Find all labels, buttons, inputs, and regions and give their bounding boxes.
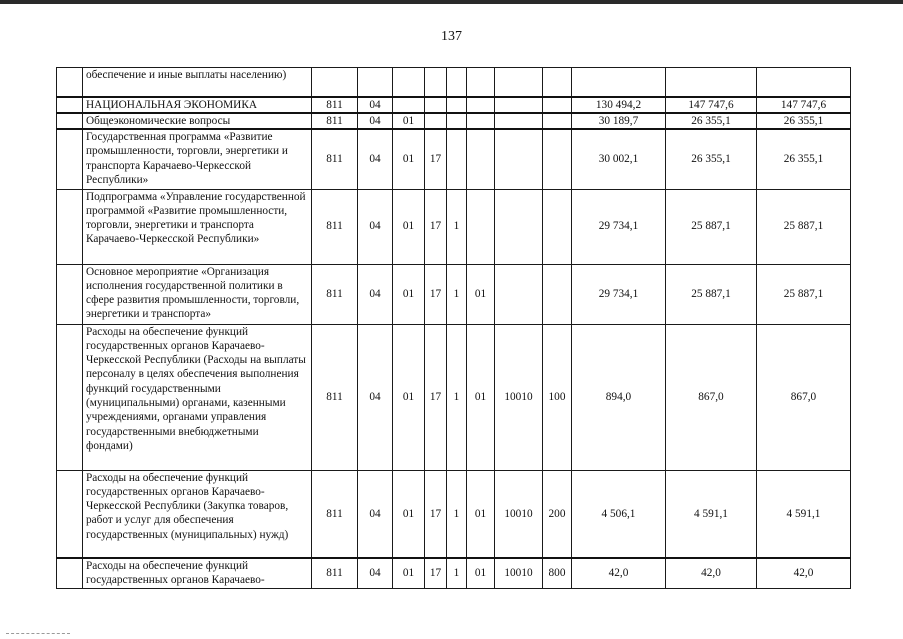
- program-code: [425, 68, 447, 97]
- row-number-cell: [57, 558, 83, 588]
- scan-top-edge: [0, 0, 903, 4]
- amount-year-2: 26 355,1: [666, 129, 757, 189]
- direction-code: [495, 189, 543, 264]
- expense-type-code: [543, 113, 572, 129]
- subprogram-code: 1: [447, 324, 467, 470]
- program-code: 17: [425, 189, 447, 264]
- expense-type-code: 800: [543, 558, 572, 588]
- table-row-name: Расходы на обеспечение функций государственных органов Карачаево-Черкесской Республики (Закупка товаров, работ и услуг для обеспечения государственных (муниципальных) нужд): [83, 470, 312, 558]
- direction-code: [495, 97, 543, 113]
- program-code: [425, 113, 447, 129]
- ministry-code: 811: [312, 324, 358, 470]
- ministry-code: 811: [312, 113, 358, 129]
- amount-year-3: 25 887,1: [757, 189, 851, 264]
- expense-type-code: [543, 129, 572, 189]
- table-row-name: Основное мероприятие «Организация исполнения государственной политики в сфере развития промышленности, торговли, энергетики и транспорта»: [83, 264, 312, 324]
- activity-code: 01: [467, 558, 495, 588]
- table-row-name: Общеэкономические вопросы: [83, 113, 312, 129]
- amount-year-3: 147 747,6: [757, 97, 851, 113]
- activity-code: [467, 129, 495, 189]
- ministry-code: 811: [312, 264, 358, 324]
- ministry-code: [312, 68, 358, 97]
- activity-code: 01: [467, 470, 495, 558]
- amount-year-3: 26 355,1: [757, 129, 851, 189]
- amount-year-3: 867,0: [757, 324, 851, 470]
- subsection-code: [393, 68, 425, 97]
- activity-code: [467, 68, 495, 97]
- program-code: 17: [425, 264, 447, 324]
- activity-code: 01: [467, 324, 495, 470]
- subsection-code: 01: [393, 129, 425, 189]
- amount-year-1: 30 189,7: [572, 113, 666, 129]
- table-row-name: Расходы на обеспечение функций государственных органов Карачаево-: [83, 558, 312, 588]
- amount-year-1: 29 734,1: [572, 189, 666, 264]
- direction-code: [495, 68, 543, 97]
- amount-year-1: 4 506,1: [572, 470, 666, 558]
- amount-year-2: 867,0: [666, 324, 757, 470]
- expense-type-code: [543, 264, 572, 324]
- ministry-code: 811: [312, 97, 358, 113]
- amount-year-2: 147 747,6: [666, 97, 757, 113]
- subprogram-code: 1: [447, 470, 467, 558]
- page-number: 137: [441, 29, 462, 44]
- activity-code: 01: [467, 264, 495, 324]
- amount-year-2: 4 591,1: [666, 470, 757, 558]
- row-number-cell: [57, 324, 83, 470]
- subprogram-code: 1: [447, 264, 467, 324]
- row-number-cell: [57, 129, 83, 189]
- section-code: 04: [358, 129, 393, 189]
- expense-type-code: 100: [543, 324, 572, 470]
- section-code: 04: [358, 324, 393, 470]
- row-number-cell: [57, 68, 83, 97]
- row-number-cell: [57, 97, 83, 113]
- amount-year-3: 4 591,1: [757, 470, 851, 558]
- direction-code: 10010: [495, 558, 543, 588]
- expense-type-code: [543, 189, 572, 264]
- section-code: 04: [358, 264, 393, 324]
- scan-bottom-mark: [6, 633, 70, 635]
- subprogram-code: [447, 113, 467, 129]
- section-code: 04: [358, 558, 393, 588]
- ministry-code: 811: [312, 189, 358, 264]
- amount-year-2: 25 887,1: [666, 189, 757, 264]
- amount-year-3: [757, 68, 851, 97]
- row-number-cell: [57, 189, 83, 264]
- table-row-name: Государственная программа «Развитие промышленности, торговли, энергетики и транспорта Карачаево-Черкесской Республики»: [83, 129, 312, 189]
- amount-year-3: 26 355,1: [757, 113, 851, 129]
- direction-code: [495, 264, 543, 324]
- direction-code: 10010: [495, 324, 543, 470]
- table-row-name: НАЦИОНАЛЬНАЯ ЭКОНОМИКА: [83, 97, 312, 113]
- subprogram-code: [447, 129, 467, 189]
- expense-type-code: 200: [543, 470, 572, 558]
- program-code: 17: [425, 558, 447, 588]
- section-code: 04: [358, 97, 393, 113]
- section-code: 04: [358, 470, 393, 558]
- amount-year-1: 29 734,1: [572, 264, 666, 324]
- ministry-code: 811: [312, 129, 358, 189]
- subsection-code: 01: [393, 264, 425, 324]
- activity-code: [467, 97, 495, 113]
- expense-type-code: [543, 68, 572, 97]
- subprogram-code: 1: [447, 189, 467, 264]
- ministry-code: 811: [312, 558, 358, 588]
- amount-year-2: 26 355,1: [666, 113, 757, 129]
- program-code: [425, 97, 447, 113]
- section-code: 04: [358, 113, 393, 129]
- amount-year-1: 42,0: [572, 558, 666, 588]
- amount-year-1: 30 002,1: [572, 129, 666, 189]
- section-code: [358, 68, 393, 97]
- program-code: 17: [425, 324, 447, 470]
- direction-code: [495, 113, 543, 129]
- expense-type-code: [543, 97, 572, 113]
- row-number-cell: [57, 113, 83, 129]
- subsection-code: [393, 97, 425, 113]
- program-code: 17: [425, 470, 447, 558]
- amount-year-3: 42,0: [757, 558, 851, 588]
- amount-year-2: 42,0: [666, 558, 757, 588]
- activity-code: [467, 113, 495, 129]
- subsection-code: 01: [393, 324, 425, 470]
- ministry-code: 811: [312, 470, 358, 558]
- budget-table: [56, 67, 851, 589]
- subsection-code: 01: [393, 558, 425, 588]
- row-number-cell: [57, 264, 83, 324]
- amount-year-1: [572, 68, 666, 97]
- amount-year-3: 25 887,1: [757, 264, 851, 324]
- amount-year-2: 25 887,1: [666, 264, 757, 324]
- subsection-code: 01: [393, 189, 425, 264]
- subprogram-code: [447, 68, 467, 97]
- table-row-name: Подпрограмма «Управление государственной программой «Развитие промышленности, торговли, энергетики и транспорта Карачаево-Черкесской Республики»: [83, 189, 312, 264]
- subprogram-code: [447, 97, 467, 113]
- table-row-name: Расходы на обеспечение функций государственных органов Карачаево-Черкесской Республики (Расходы на выплаты персоналу в целях обеспечения выполнения функций государственными (муниципальными) органами, казенными учреждениями, органами управления государственными внебюджетными фондами): [83, 324, 312, 470]
- direction-code: 10010: [495, 470, 543, 558]
- subsection-code: 01: [393, 113, 425, 129]
- table-row-name: обеспечение и иные выплаты населению): [83, 68, 312, 97]
- amount-year-2: [666, 68, 757, 97]
- activity-code: [467, 189, 495, 264]
- amount-year-1: 130 494,2: [572, 97, 666, 113]
- direction-code: [495, 129, 543, 189]
- program-code: 17: [425, 129, 447, 189]
- subprogram-code: 1: [447, 558, 467, 588]
- section-code: 04: [358, 189, 393, 264]
- amount-year-1: 894,0: [572, 324, 666, 470]
- row-number-cell: [57, 470, 83, 558]
- subsection-code: 01: [393, 470, 425, 558]
